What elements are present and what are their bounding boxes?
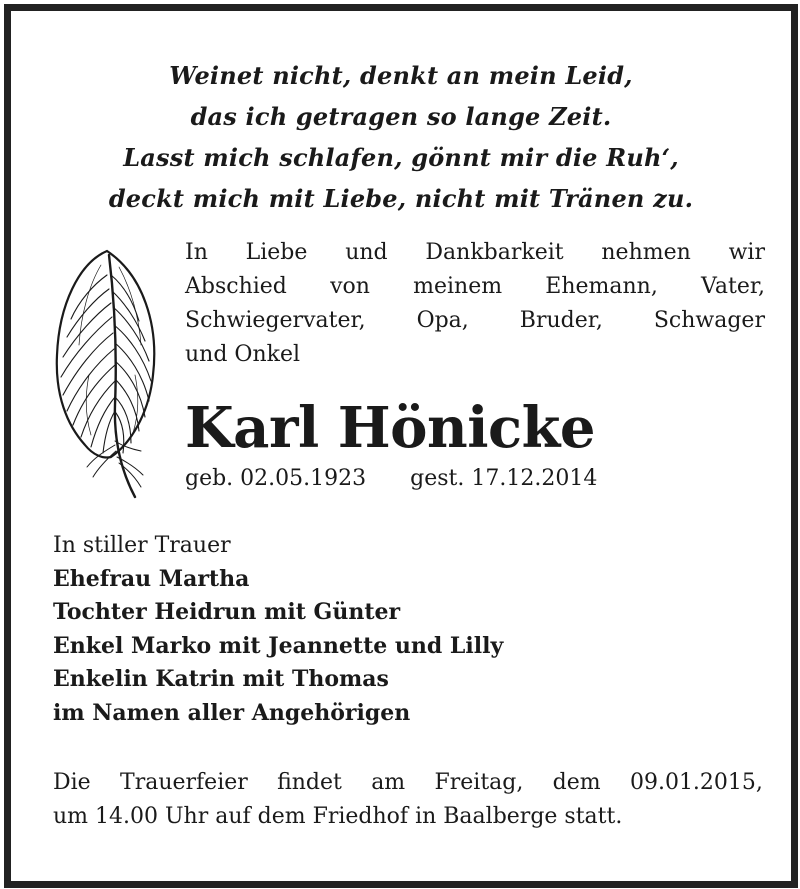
intro-word: In <box>185 240 208 265</box>
service-line <box>53 766 763 800</box>
mourner-name: im Namen aller Angehörigen <box>53 699 411 726</box>
intro-text <box>185 236 765 372</box>
mourners-lead: In stiller Trauer <box>53 533 231 558</box>
intro-word: Abschied <box>185 274 287 299</box>
feather-icon <box>49 245 161 503</box>
service-info <box>53 766 763 834</box>
service-word: 09.01.2015, <box>629 770 763 795</box>
intro-word: Dankbarkeit <box>425 240 564 265</box>
service-word: findet <box>277 770 342 795</box>
mourner-name: Enkel Marko mit Jeannette und Lilly <box>53 632 504 659</box>
intro-word: Bruder, <box>519 308 603 333</box>
mourners-list <box>53 529 503 730</box>
intro-word: und <box>345 240 388 265</box>
deceased-name: Karl Hönicke <box>185 395 596 461</box>
poem <box>11 55 791 219</box>
death-date: gest. 17.12.2014 <box>410 466 598 491</box>
intro-line <box>185 236 765 270</box>
birth-date: geb. 02.05.1923 <box>185 466 367 491</box>
mourner-name: Tochter Heidrun mit Günter <box>53 599 401 625</box>
intro-word: meinem <box>413 274 503 299</box>
intro-word: Liebe <box>245 240 308 265</box>
intro-word: Vater, <box>701 274 765 299</box>
intro-line <box>185 304 765 338</box>
intro-word: von <box>330 274 370 299</box>
mourner-name: Ehefrau Martha <box>53 565 250 592</box>
intro-word: Schwager <box>653 308 765 333</box>
intro-line: und Onkel <box>185 342 301 367</box>
intro-line <box>185 270 765 304</box>
intro-word: nehmen <box>601 240 691 265</box>
poem-line: Weinet nicht, denkt an mein Leid, <box>169 61 633 90</box>
life-dates <box>185 463 597 495</box>
obituary-frame <box>4 4 798 888</box>
service-word: Freitag, <box>434 770 524 795</box>
service-word: dem <box>552 770 601 795</box>
poem-line: Lasst mich schlafen, gönnt mir die Ruh‘, <box>123 143 679 172</box>
poem-line: deckt mich mit Liebe, nicht mit Tränen zu. <box>108 184 694 213</box>
service-word: Trauerfeier <box>120 770 248 795</box>
service-word: Die <box>53 770 91 795</box>
service-word: am <box>371 770 406 795</box>
intro-word: Ehemann, <box>545 274 658 299</box>
service-line: um 14.00 Uhr auf dem Friedhof in Baalberge statt. <box>53 804 623 829</box>
mourner-name: Enkelin Katrin mit Thomas <box>53 666 389 692</box>
intro-word: wir <box>728 240 765 265</box>
poem-line: das ich getragen so lange Zeit. <box>190 102 612 131</box>
intro-word: Opa, <box>416 308 469 333</box>
intro-word: Schwiegervater, <box>185 308 366 333</box>
